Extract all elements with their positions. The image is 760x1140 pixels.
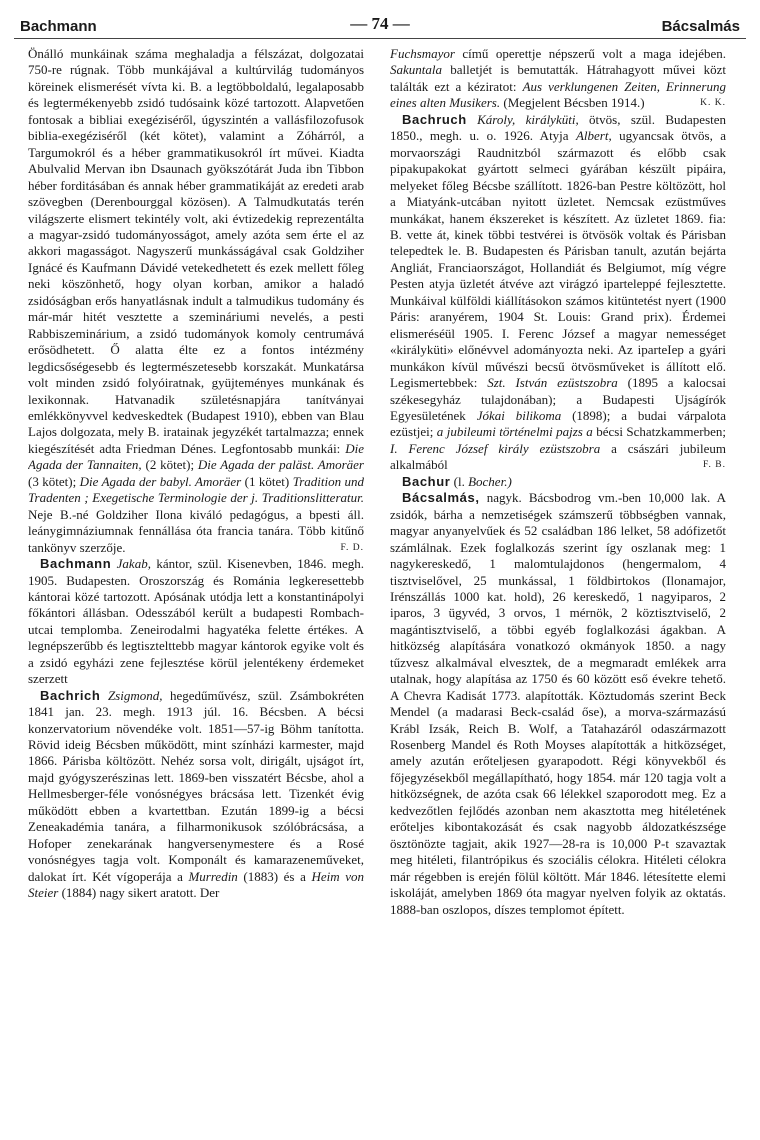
entry-bacsalmas: Bácsalmás, nagyk. Bácsbodrog vm.-ben 10,000 lak. A zsidók, bárha a nemzetiségek számszerű többségben vannak, magyar anyanyelvűek és 52 családban 186 lelket, 58 adófizetőt számlálnak. Ezek foglalkozás szerint így oszlanak meg: 1 nagykereskedő, 1 malomtulajdonos (hengermalom, 4 tisztviselővel, 25 munkással, 1 földbirtokos (Ilonamajor, Irénszállás 1000 kat. hold), 26 kereskedő, 1 nagyiparos, 2 iparos, 3 ügyvéd, 3 orvos, 1 mérnök, 2 köztisztviselő, 2 magántisztviselő, a többi egyéb foglalkozási ágakban. A hitközség alapítására vonatkozó okmányok 1850. a nagy tűzvesz alkalmával elvesztek, de a megmaradt emlékek arra utalnak, hogy alapítása az 1750 és 60 között eső évekre tehető. A Chevra Kadisát 1773. alapították. Köztudomás szerint Beck Mendel (a madarasi Beck-család őse), a morva-származású Krábl Izsák, Reich B. Wolf, a Tatahazáról odaszármazott Rosenberg Mandel és Roth Moyses alapították a hitközséget, amely azután erőteljesen gyarapodott. Régi könyvekből és főjegyzésekből megállapítható, hogy 1854. már 120 tagja volt a hitközségnek, de azóta csak 66 lélekkel szaporodott meg. Ez a kedvezőtlen fejlődés azonban nem akasztotta meg hitéletének erőteljes kibontakozását és csak nagyobb áldozatkészsége ösztönözte tagjait, akik 1927—28-ra is 10,000 P-t szavaztak meg hitéleti, filantrópikus és szociális célokra. Hitéleti célokra már régebben is erején fölül költött. Már 1846. létesítette elemi iskoláját, amelyben 1869 óta magyar nyelven folyik az oktatás. 1888-ban oszlopos, díszes templomot épített.	[390, 490, 726, 917]
entry-bachrich: Bachrich Zsigmond, hegedűművész, szül. Zsámbokréten 1841 jan. 23. megh. 1913 júl. 16. Bécsben. A bécsi konzervatorium növendéke volt. 1851—57-ig Böhm tanította. Rövid ideig Bécsben működött, mint színházi karmester, majd 1866. Párisba költözött. Nehéz sorsa volt, dirigált, ujságot írt, majd gyógyszerészinas lett. 1869-ben visszatért Bécsbe, ahol a Hellmesberger-féle vonósnégyes brácsása lett. Tizenkét évig működött ebben a kvartettban. Ezután 1899-ig a bécsi Zeneakadémia tanára, a filharmonikusok szólóbrácsása, a Hofoper zenekarának hangversenymestere és a Rosé vonósnégyes tagja volt. Komponált és kamarazeneműveket, dalokat írt. Két vígoperája a Murredin (1883) és a Heim von Steier (1884) nagy sikert aratott. Der	[28, 687, 364, 901]
author-signature: F. B.	[703, 460, 726, 471]
header-right-keyword: Bácsalmás	[661, 18, 740, 35]
bachrich-continuation-paragraph: Fuchsmayor című operettje népszerű volt a maga idejében. Sakuntala balletjét is bemutatták. Hátrahagyott művei közt találták ezt a kéziratot: Aus verklungenen Zeiten, Erinnerung eines alten Musikers. (Megjelent Bécsben 1914.) K. K.	[390, 46, 726, 111]
author-signature: K. K.	[700, 98, 726, 109]
header-left-keyword: Bachmann	[20, 18, 97, 35]
entry-bachruch: Bachruch Károly, királyküti, ötvös, szül. Budapesten 1850., megh. u. o. 1926. Atyja Albert, ugyancsak ötvös, a morvaországi Raudnitzból származott és előbb csak pipakupakokat gyártott selmeci gyárában készült pipáira, melyeket főleg Bécsbe szállított. 1826-ban Pestre költözött, hol a Miatyánk-utcában nyitott üzletet. Nemcsak ezüstműves munkákat, hanem ékszereket is készített. Az üzletet 1869. fia: B. vette át, kinek többi testvérei is ötvösök voltak és Párisban telepedtek le. B. Budapesten és Párisban tanult, azután bejárta Angliát, Franciaországot, Hollandiát és Belgiumot, míg végre Pesten atyja üzletét átvéve azt virágzó iparteleppé fejlesztette. Munkáival külföldi kiállításokon számos kitüntetést nyert (1900 Páris: aranyérem, 1904 St. Louis: Grand prix). Érdemei elismeréséül 1905. I. Ferenc József a magyar nemességet «királyküti» előnévvel adományozta neki. Az iparteIep a gyári munkákon kívül művészi becsű ötvösműveket is állított elő. Legismertebbek: Szt. István ezüstszobra (1895 a kalocsai székesegyház tulajdonában); a Budapesti Ujságírók Egyesületének Jókai bilikoma (1898); a budai várpalota ezüstjei; a jubileumi történelmi pajzs a bécsi Schatzkammerben; I. Ferenc József király ezüstszobra a császári jubileum alkalmából F. B.	[390, 111, 726, 473]
entry-headword: Bachur	[402, 473, 451, 489]
right-column	[390, 46, 726, 1134]
entry-bachur: Bachur (l. Bocher.)	[402, 473, 512, 489]
entry-headword: Bachrich	[40, 687, 101, 703]
author-signature: F. D.	[340, 542, 364, 553]
page-number: — 74 —	[350, 14, 410, 33]
entry-bachmann: Bachmann Jakab, kántor, szül. Kisenevben, 1846. megh. 1905. Budapesten. Oroszország és Románia legkeresettebb kántorai közé tartozott. Apósának utódja lett a konstantinápolyi főkántori állásban. Odesszából került a budapesti Rombach-utcai templomba. Zeneirodalmi hagyatéka felette értékes. A legnépszerűbb és legtisztelttebb magyar kántorok egyike volt és a zsidó egyházi zene fejlesztése körül jelentékeny érdemeket szerzett	[28, 556, 364, 687]
bacher-continuation-paragraph: Önálló munkáinak száma meghaladja a félszázat, dolgozatai 750-re rúgnak. Több munkájával a kultúrvilág tudományos köreinek elismerését vívta ki. B. a legtöbboldalú, legalaposabb és legtermékenyebb zsidó tudósaink közé tartozott. Alapvetően fontosak a bibliai exegéziséről, úgyszintén a vallásfilozofusok biblia-exegéziséről (két kötet), valamint a Zóhárról, a Targumokról és a héber grammatikusokról írt művei. Kiadta Abulvalid Mervan ibn Dsaunach gyökszótárát Juda ibn Tibbon héber forditásában és annak héber grammatikáját az eredeti arab szövegben (Derenbourggal közösen). A Talmudkutatás terén világszerte elismert tekintély volt, aki évtizedekig reprezentálta a magyar-zsidó tudományosságot, amely azóta sem érte el az akkori magasságot. Nagyszerű munkásságával csak Goldziher Ignácé és Kaufmann Dávidé vetekedhetett és ezek mellett főleg neki köszönhető, hogy olyan korban, amikor a haladó zsidóságban erős hanyatlásnak indult a talmudikus tudomány és már-már hitét vesztette a szemináriumi nevelés, a pesti Rabbiszeminárium, a zsidó tudományok komoly centrumává erősödhetett. Ő alatta élte ez a fontos intézmény legdicsőségesebb és legtermészetesebb korszakát. Munkatársa volt minden zsidó folyóiratnak, gyüjteményes munkának és lexikonnak. Hatvanadik születésnapjára tanítványai emlékkönyvvel kedveskedtek (Budapest 1910), ebben van Blau Lajos dolgozata, mely B. iratainak jegyzékét tartalmazza; ennek kiegészítését adta Friedman Dénes. Legfontosabb munkái: Die Agada der Tannaiten, (2 kötet); Die Agada der paläst. Amoräer (3 kötet); Die Agada der babyl. Amoräer (1 kötet) Tradition und Tradenten ; Exegetische Terminologie der j. Traditionslitteratur. Neje B.-né Goldziher Ilona kiváló pedagógus, a bpesti áll. leánygimnáziumnak fennállása óta francia tanára. Több kitűnő tankönyv szerzője. F. D.	[28, 46, 364, 555]
header-rule	[14, 38, 746, 39]
entry-headword: Bácsalmás,	[402, 490, 480, 506]
left-column	[28, 46, 364, 1134]
entry-headword: Bachmann	[40, 556, 112, 572]
entry-headword: Bachruch	[402, 111, 467, 127]
page-header	[14, 12, 746, 40]
